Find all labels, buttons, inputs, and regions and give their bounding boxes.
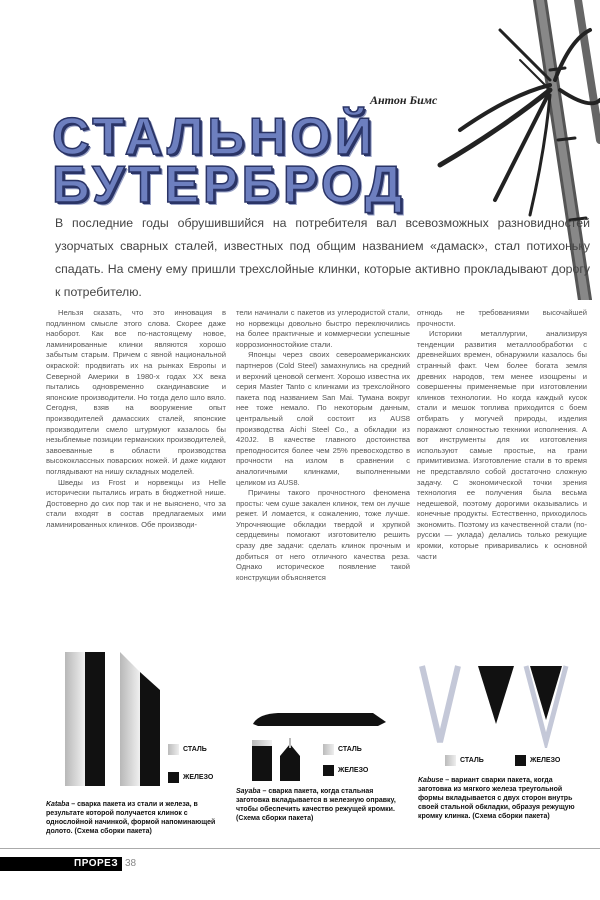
legend-steel	[323, 744, 362, 755]
caption-text: – вариант сварки пакета, когда заготовка из мягкого железа треугольной формы вкладывается с двух сторон внутрь своей стальной обкладки, образуя режущую кромку клинка. (Схема сборки пакета)	[418, 777, 575, 820]
magazine-brand: ПРОРЕЗ	[74, 858, 119, 869]
text-column-3	[417, 308, 587, 562]
lead-paragraph: В последние годы обрушившийся на потребителя вал всевозможных разновидностей узорчатых сварных сталей, известных под общим названием «дамаск», стал потихоньку спадать. На смену ему пришли трехслойные клинки, которые активно прокладывают дорогу к потребителю.	[55, 216, 590, 299]
page-number: 38	[125, 858, 137, 869]
steel-layer	[252, 740, 272, 746]
author-name: Антон Бимс	[370, 93, 438, 107]
legend-label: ЖЕЛЕЗО	[183, 774, 214, 781]
iron-layer	[280, 744, 300, 781]
caption-text: – сварка пакета из стали и железа, в результате которой получается клинок с однослойной начинкой, формой напоминающей долото. (Схема сборки пакета)	[46, 801, 216, 835]
legend-iron	[168, 772, 213, 783]
steel-layer	[422, 666, 458, 742]
paragraph: Японцы через своих североамериканских партнеров (Cold Steel) замахнулись на средний и верхний ценовой сегмент. Хорошо известна их серия Master Tanto с клинками из трехслойного пакета под названием San Mai. Тумана вокруг нее тоже немало. По некоторым данным, центральный слой состоит из AUS8 производства Aichi Steel Co., а обкладки из 420J2. В качестве главного достоинства преподносится более чем 25% превосходство в прочности на излом в сравнении с аналогичными клинками, выполненными целиком из AUS8.	[236, 350, 410, 487]
blade-profile	[253, 713, 386, 726]
paragraph: отнюдь не требованиями высочайшей прочности.	[417, 308, 587, 328]
legend-label: СТАЛЬ	[460, 757, 484, 764]
kabuse-diagram	[418, 662, 578, 748]
steel-layer	[65, 652, 85, 786]
legend-steel	[445, 755, 484, 766]
iron-layer	[478, 666, 514, 724]
legend-label: СТАЛЬ	[338, 746, 362, 753]
legend-label: ЖЕЛЕЗО	[338, 767, 369, 774]
kabuse-caption	[418, 776, 586, 821]
legend-iron	[515, 755, 560, 766]
kataba-caption	[46, 800, 224, 836]
steel-swatch	[445, 755, 456, 766]
steel-swatch	[168, 744, 179, 755]
sayaba-diagram	[248, 708, 393, 783]
paragraph: Историки металлургии, анализируя тенденции развития металлообработки с древнейших времен, обнаружили казалось бы странный факт. Чем более богата земля древних народов, тем менее изощрены и совершенны применяемые при изготовлении клинков технологии. Но когда каждый кусок стали и мешок топлива приходится с боем отбирать у могучей природы, изделия поражают сложностью техники исполнения. А вот инструменты для их изготовления используют самые простые, на грани примитивизма. Изготовление стали в то время не представляло собой достаточно сложную задачу. С экономической точки зрения технология ее получения была весьма недешевой, поэтому дорогими оказывались и конечные продукты. Естественно, приходилось экономить. Поэтому из качественной стали (по-русски — уклада) делались только режущие кромки, которые приваривались к основной части	[417, 329, 587, 561]
paragraph: Нельзя сказать, что это инновация в подлинном смысле этого слова. Скорее даже наоборот. Как все по-настоящему новое, ламинированные клинки являются хорошо забытым старым. Причем с явной национальной окраской: продвигать их на рынках Европы и Северной Америки в 1980-х годах XX века пытались одновременно скандинавские и японские производители. Но тогда дело шло вяло. Сегодня, взяв на вооружение опыт производителей дамасских сталей, японские производители смело штурмуют казалось бы незыблемые позиции германских производителей, завоеванные в области производства высококлассных поварских ножей. И даже кидают поглядывают на нишу складных моделей.	[46, 308, 226, 476]
article-title-line-1: СТАЛЬНОЙ	[52, 108, 377, 166]
iron-swatch	[515, 755, 526, 766]
paragraph: Причины такого прочностного феномена просты: чем суше закален клинок, тем он лучше режет. И ломается, к сожалению, тоже лучше. Упрочняющие обкладки твердой и хрупкой сердцевины помогают изготовителю решить сразу две задачи: сделать клинок прочным и добиться от него отличного качества реза. Однако историческое появление такой конструкции объясняется	[236, 488, 410, 582]
iron-swatch	[323, 765, 334, 776]
steel-swatch	[323, 744, 334, 755]
text-column-2	[236, 308, 410, 583]
sayaba-caption	[236, 787, 406, 823]
legend-label: СТАЛЬ	[183, 746, 207, 753]
iron-layer	[140, 672, 160, 786]
iron-layer	[252, 746, 272, 781]
paragraph: Шведы из Frost и норвежцы из Helle исторически пытались играть в бюджетной нише. Достоверно до сих пор так и не выяснено, что за стали входят в состав предлагаемых ими ламинированных клинков. Обе производи-	[46, 477, 226, 529]
iron-layer	[85, 652, 105, 786]
term: Kataba	[46, 801, 70, 808]
term: Sayaba	[236, 788, 261, 795]
text-column-1	[46, 308, 226, 530]
kataba-diagram	[60, 650, 170, 790]
article-title-line-2: БУТЕРБРОД	[52, 156, 406, 214]
caption-text: – сварка пакета, когда стальная заготовка вкладывается в железную оправку, чтобы обеспечить качество режущей кромки. (Схема сборки пакета)	[236, 788, 396, 822]
legend-iron	[323, 765, 368, 776]
footer-divider	[0, 848, 600, 849]
legend-label: ЖЕЛЕЗО	[530, 757, 561, 764]
legend-steel	[168, 744, 207, 755]
paragraph: тели начинали с пакетов из углеродистой стали, но норвежцы довольно быстро переключились на более практичные и коммерчески успешные коррозионностойкие стали.	[236, 308, 410, 349]
iron-swatch	[168, 772, 179, 783]
steel-layer	[120, 652, 140, 786]
term: Kabuse	[418, 777, 444, 784]
